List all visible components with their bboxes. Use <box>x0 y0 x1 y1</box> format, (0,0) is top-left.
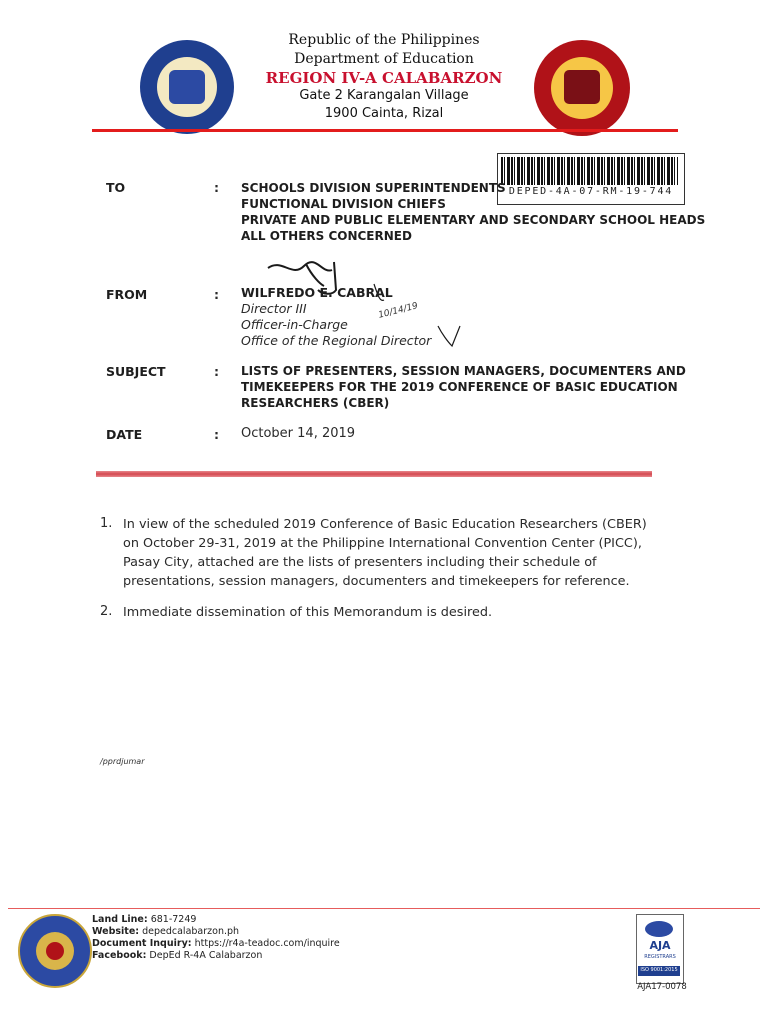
facebook-label: Facebook: <box>92 950 147 961</box>
item-2-line-1: Immediate dissemination of this Memorandum is desired. <box>123 605 493 620</box>
footer-facebook <box>92 950 262 961</box>
subject-line-3: RESEARCHERS (CBER) <box>241 396 390 410</box>
inquiry-value[interactable]: https://r4a-teadoc.com/inquire <box>194 938 340 949</box>
website-value[interactable]: depedcalabarzon.ph <box>142 926 240 937</box>
item-2-paragraph <box>123 603 663 622</box>
aja-brand: AJA <box>649 939 671 952</box>
item-2-number: 2. <box>100 604 113 619</box>
facebook-value[interactable]: DepEd R-4A Calabarzon <box>149 950 263 961</box>
footer-website <box>92 926 239 937</box>
header-address-1: Gate 2 Karangalan Village <box>299 88 469 103</box>
aja-registrars: REGISTRARS <box>644 954 676 960</box>
item-1-line-4: presentations, session managers, documenters and timekeepers for reference. <box>123 574 630 589</box>
item-1-line-3: Pasay City, attached are the lists of presenters including their schedule of <box>123 555 597 570</box>
to-line-2: FUNCTIONAL DIVISION CHIEFS <box>241 197 446 211</box>
from-title-1: Director III <box>241 301 307 316</box>
to-line-3: PRIVATE AND PUBLIC ELEMENTARY AND SECONDARY SCHOOL HEADS <box>241 213 706 227</box>
item-1-paragraph <box>123 515 663 591</box>
header-republic: Republic of the Philippines <box>288 32 480 48</box>
barcode-bars <box>501 157 678 185</box>
item-1-line-1: In view of the scheduled 2019 Conference of Basic Education Researchers (CBER) <box>123 517 647 532</box>
subject-label: SUBJECT <box>106 364 166 379</box>
to-colon: : <box>214 180 219 195</box>
website-label: Website: <box>92 926 140 937</box>
signature-date: 10/14/19 <box>377 301 420 321</box>
footer-rule <box>8 908 760 909</box>
from-colon: : <box>214 287 219 302</box>
item-1-number: 1. <box>100 516 113 531</box>
header-address-2: 1900 Cainta, Rizal <box>324 106 444 121</box>
aja-globe-icon <box>645 921 673 937</box>
from-name: WILFREDO E. CABRAL <box>241 285 393 300</box>
aja-iso: ISO 9001:2015 <box>640 967 678 973</box>
header-department: Department of Education <box>294 51 474 67</box>
date-value: October 14, 2019 <box>241 426 356 441</box>
from-label: FROM <box>106 287 148 302</box>
from-title-3: Office of the Regional Director <box>241 333 432 348</box>
aja-code: AJA17-0078 <box>637 982 687 992</box>
item-1-line-2: on October 29-31, 2019 at the Philippine International Convention Center (PICC), <box>123 536 642 551</box>
header-rule <box>92 129 678 132</box>
landline-label: Land Line: <box>92 914 148 925</box>
header-region: REGION IV-A CALABARZON <box>265 69 503 87</box>
landline-value: 681-7249 <box>150 914 197 925</box>
to-label: TO <box>106 180 126 195</box>
barcode-code: DEPED-4A-07-RM-19-744 <box>508 186 674 197</box>
footer-landline <box>92 914 196 925</box>
to-line-1: SCHOOLS DIVISION SUPERINTENDENTS <box>241 181 506 195</box>
date-colon: : <box>214 427 219 442</box>
inquiry-label: Document Inquiry: <box>92 938 192 949</box>
footer-seal-core <box>46 942 64 960</box>
subject-line-1: LISTS OF PRESENTERS, SESSION MANAGERS, DOCUMENTERS AND <box>241 364 686 378</box>
section-divider <box>96 471 652 477</box>
initials: /pprdjumar <box>100 757 145 766</box>
from-title-2: Officer-in-Charge <box>241 317 348 332</box>
to-line-4: ALL OTHERS CONCERNED <box>241 229 412 243</box>
subject-line-2: TIMEKEEPERS FOR THE 2019 CONFERENCE OF BASIC EDUCATION <box>241 380 678 394</box>
date-label: DATE <box>106 427 143 442</box>
footer-inquiry <box>92 938 340 949</box>
subject-colon: : <box>214 364 219 379</box>
